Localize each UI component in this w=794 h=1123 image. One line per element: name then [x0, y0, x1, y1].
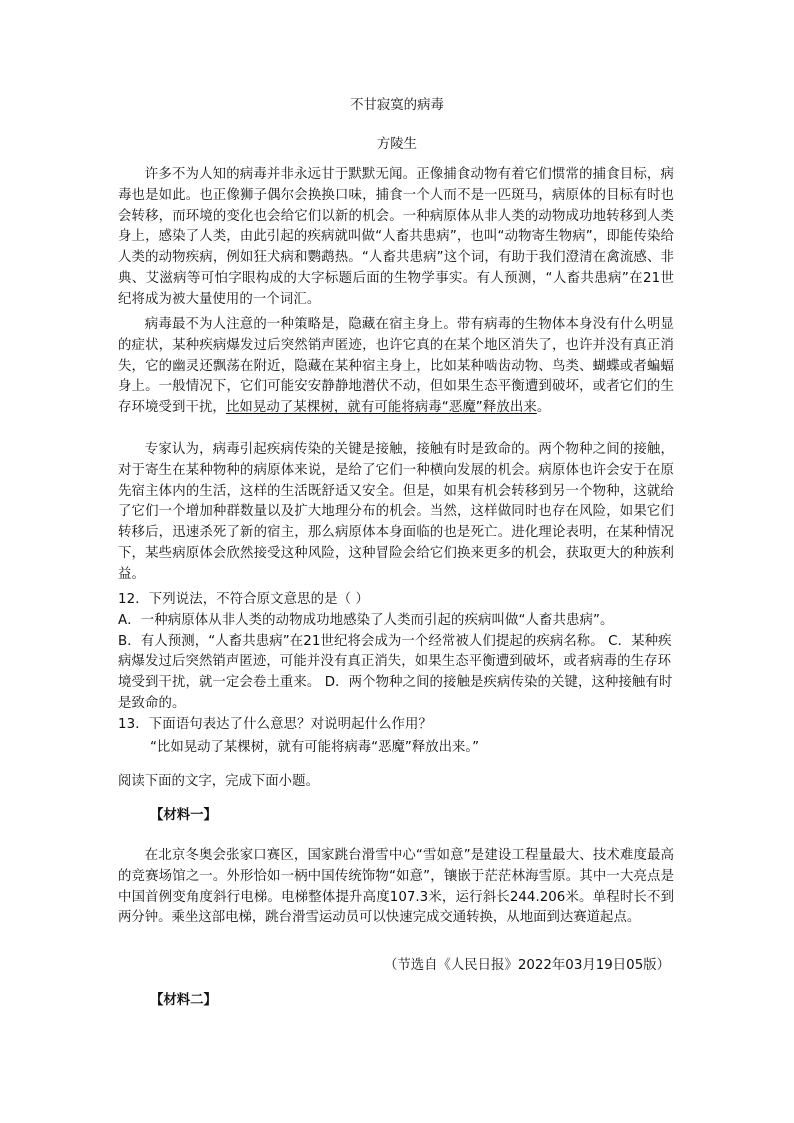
paragraph-2-end: 。 [536, 400, 551, 416]
material-2-heading: 【材料二】 [150, 993, 217, 1008]
paragraph-2-text: 病毒最不为人注意的一种策略是，隐藏在宿主身上。带有病毒的生物体本身没有什么明显的症状，某种疾病爆发过后突然销声匿迹，也许它真的在某个地区消失了，也许并没有真正消失，它的幽灵还飘荡在附近，隐藏在某种宿主身上，比如某种啮齿动物、鸟类、蝴蝶或者蝙蝠身上。一般情况下，它们可能安安静静地潜伏不动，但如果生态平衡遭到破坏，或者它们的生存环境受到干扰， [118, 317, 674, 416]
underlined-sentence: 比如晃动了某棵树，就有可能将病毒“恶魔”释放出来 [225, 400, 537, 416]
question-13-quote: “比如晃动了某棵树，就有可能将病毒“恶魔”释放出来。” [150, 740, 480, 755]
article-paragraph-3: 专家认为，病毒引起疾病传染的关键是接触，接触有时是致命的。两个物种之间的接触，对于寄生在某种物种的病原体来说，是给了它们一种横向发展的机会。病原体也许会安于在原先宿主体内的生活，这样的生活既舒适又安全。但是，如果有机会转移到另一个物种，这就给了它们一个增加种群数量以及扩大地理分布的机会。当然，这样做同时也存在风险，如果它们转移后，迅速杀死了新的宿主，那么病原体本身面临的也是死亡。进化理论表明，在某种情况下，某些病原体会欣然接受这种风险，这种冒险会给它们换来更多的机会，获取更大的种族利益。 [118, 442, 674, 582]
reading-instruction: 阅读下面的文字，完成下面小题。 [118, 774, 319, 789]
question-block [118, 590, 674, 736]
material-1-heading: 【材料一】 [150, 808, 217, 823]
question-13-stem: 13．下面语句表达了什么意思？对说明起什么作用？ [118, 716, 433, 732]
article-paragraph-2 [118, 315, 674, 419]
article-author: 方陵生 [376, 137, 418, 152]
question-12-stem: 12．下列说法，不符合原文意思的是（ ） [118, 592, 369, 607]
article-paragraph-1: 许多不为人知的病毒并非永远甘于默默无闻。正像捕食动物有着它们惯常的捕食目标，病毒也是如此。也正像狮子偶尔会换换口味，捕食一个人而不是一匹斑马，病原体的目标有时也会转移，而环境的变化也会给它们以新的机会。一种病原体从非人类的动物成功地转移到人类身上，感染了人类，由此引起的疾病就叫做“人畜共患病”，也叫“动物寄生物病”，即能传染给人类的动物疾病，例如狂犬病和鹦鹉热。“人畜共患病”这个词，有助于我们澄清在禽流感、非典、艾滋病等可怕字眼构成的大字标题后面的生物学事实。有人预测，“人畜共患病”在21世纪将成为被大量使用的一个词汇。 [118, 167, 674, 307]
question-12-options-bcd: B．有人预测，“人畜共患病”在21世纪将会成为一个经常被人们提起的疾病名称。 C．某种疾病爆发过后突然销声匿迹，可能并没有真正消失，如果生态平衡遭到破坏，或者病毒的生存环境受到干扰，就一定会卷土重来。 D．两个物种之间的接触是疾病传染的关键，这种接触有时是致命的。 [118, 633, 673, 711]
question-12-option-a: A．一种病原体从非人类的动物成功地感染了人类而引起的疾病叫做“人畜共患病”。 [118, 612, 614, 628]
material-1-source: （节选自《人民日报》2022年03月19日05版） [383, 958, 670, 973]
material-1-paragraph: 在北京冬奥会张家口赛区，国家跳台滑雪中心“雪如意”是建设工程量最大、技术难度最高的竞赛场馆之一。外形恰如一柄中国传统饰物“如意”，镶嵌于茫茫林海雪原。其中一大亮点是中国首例变角度斜行电梯。电梯整体提升高度107.3米，运行斜长244.206米。单程时长不到两分钟。乘坐这部电梯，跳台滑雪运动员可以快速完成交通转换，从地面到达赛道起点。 [118, 848, 674, 926]
article-title: 不甘寂寞的病毒 [350, 98, 444, 113]
